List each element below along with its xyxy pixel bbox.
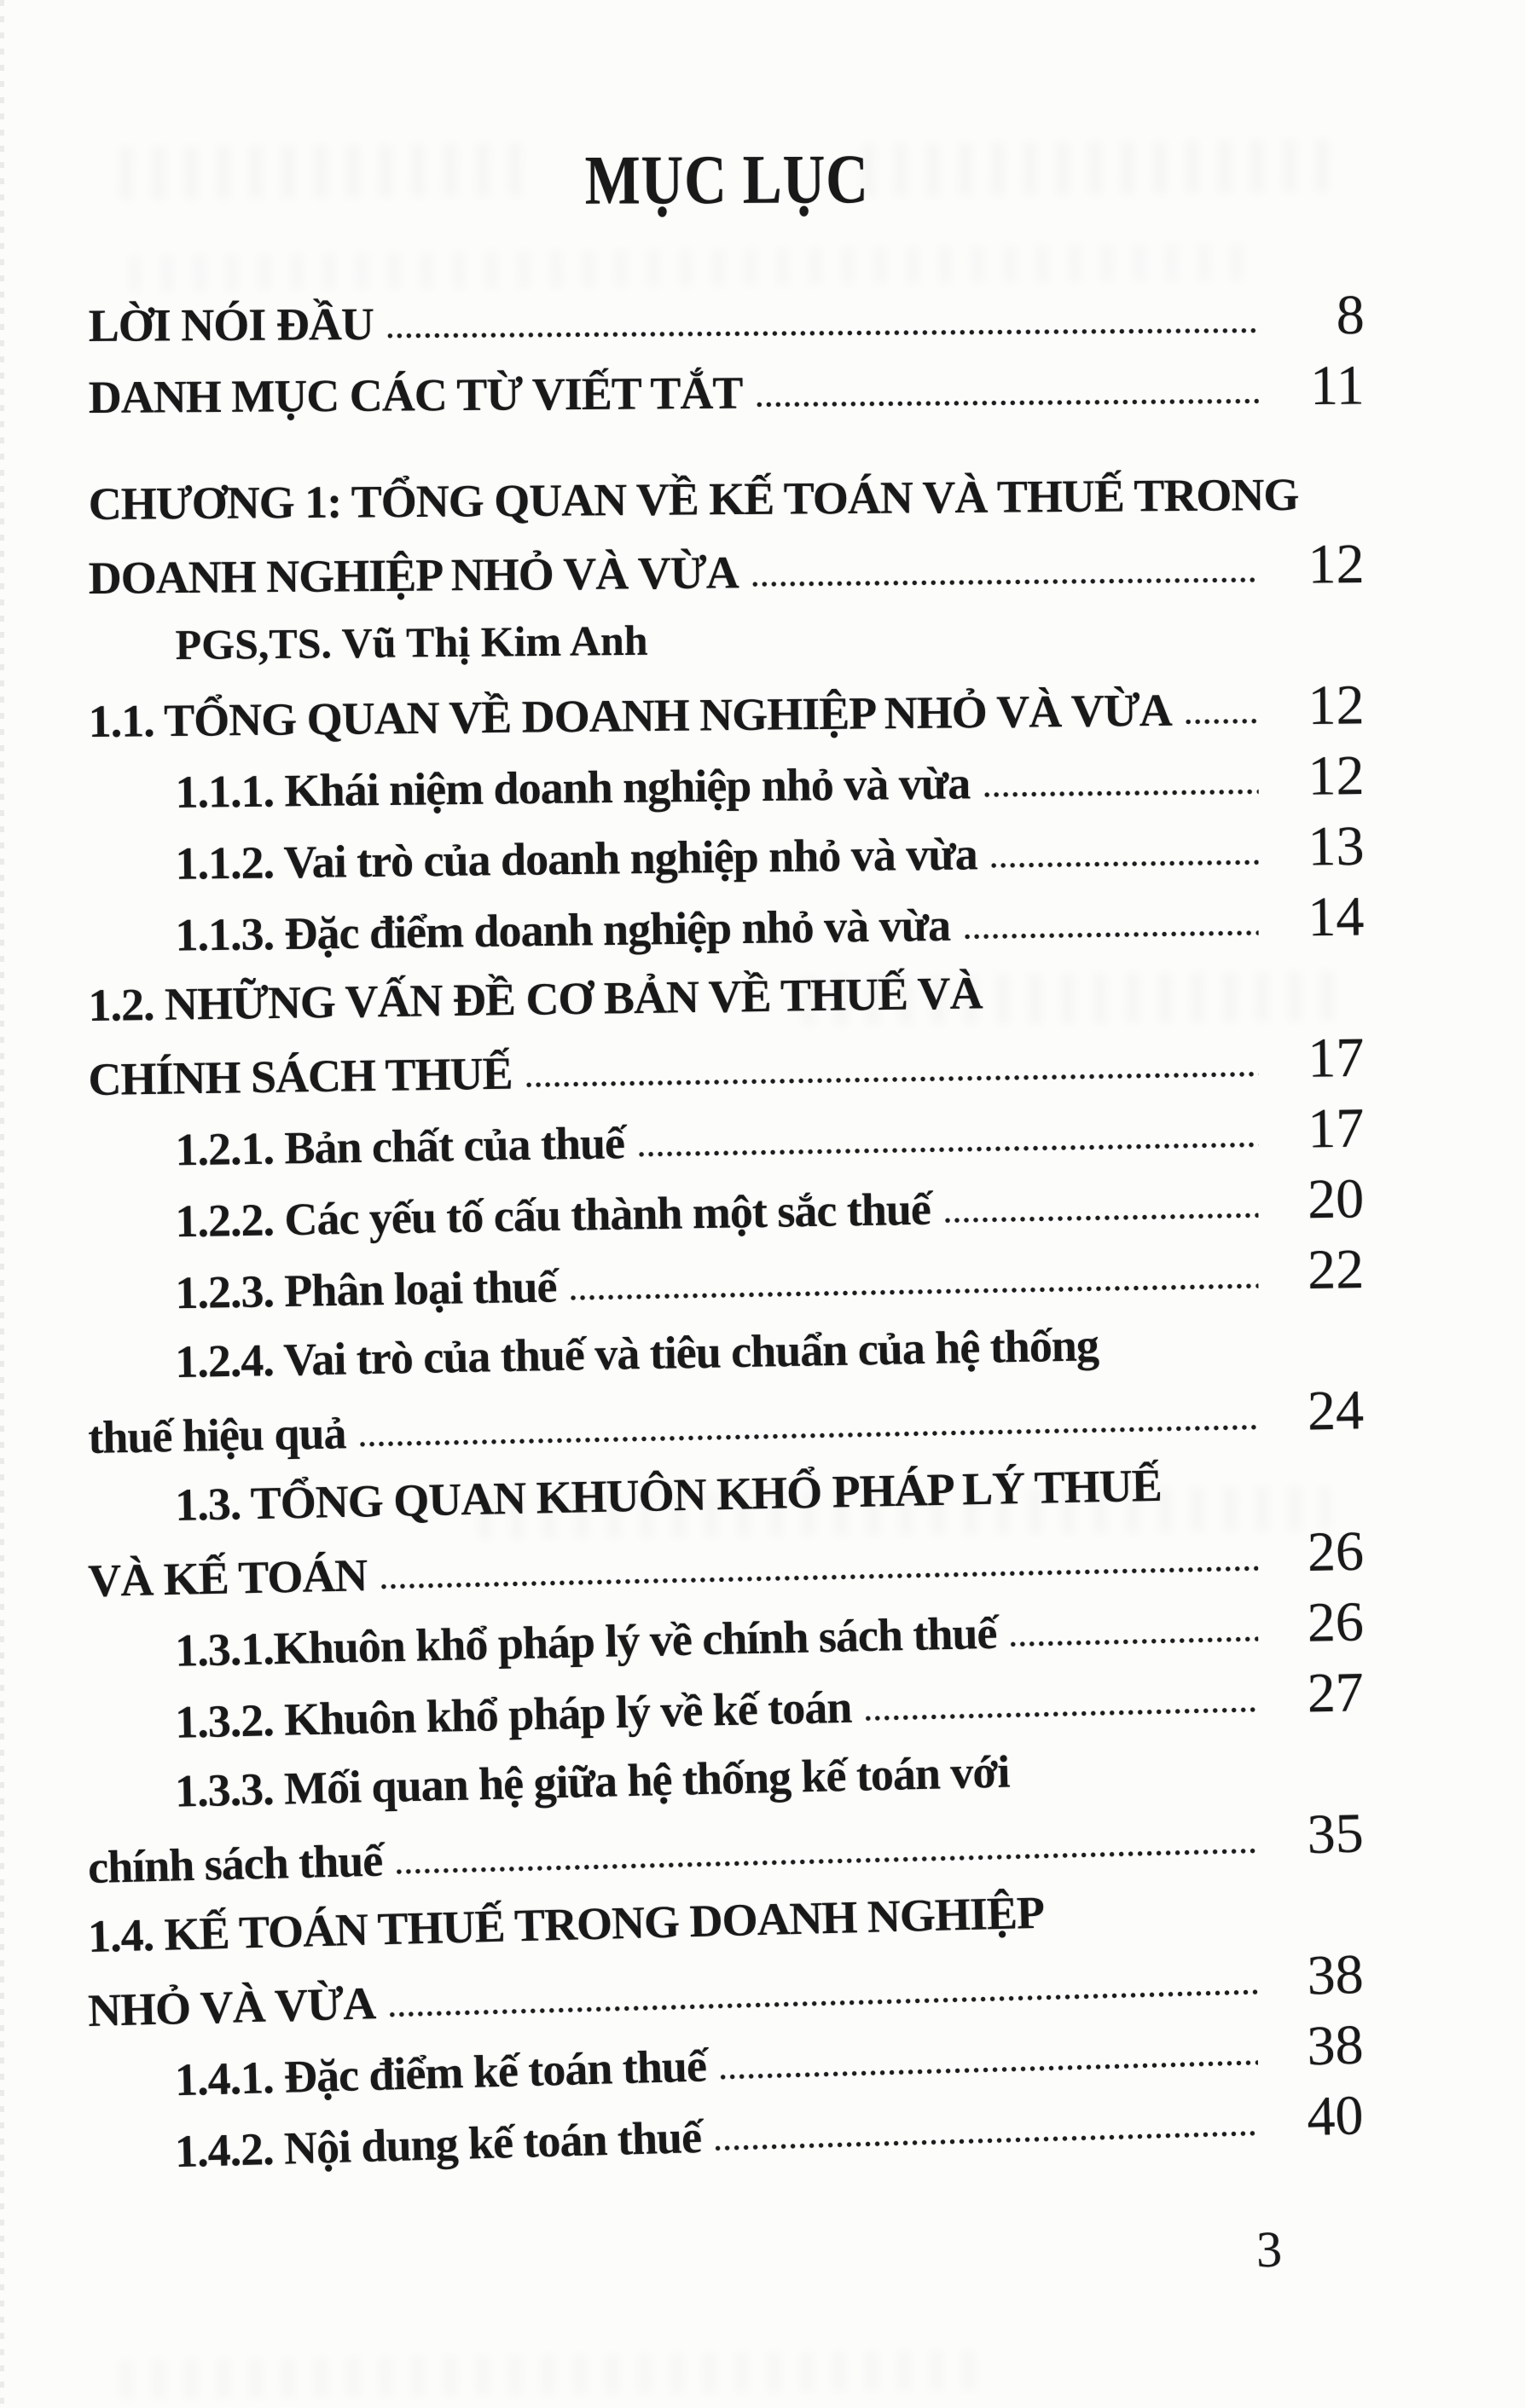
toc-entry-label: 1.1.2. Vai trò của doanh nghiệp nhỏ và vừa: [175, 827, 978, 889]
toc-entry: [88, 524, 1365, 606]
toc-entry-page: 35: [1306, 1801, 1365, 1866]
toc-entry-label: 1.3.1.Khuôn khổ pháp lý về chính sách thuế: [174, 1606, 997, 1676]
toc-entry-page: 11: [1309, 354, 1365, 417]
toc-entry: [88, 594, 1365, 678]
toc-entry-label: NHỎ VÀ VỪA: [87, 1977, 376, 2036]
toc-entry-label: CHÍNH SÁCH THUẾ: [88, 1047, 513, 1105]
toc-entry-label: VÀ KẾ TOÁN: [87, 1548, 368, 1606]
toc-entry-label: 1.1.1. Khái niệm doanh nghiệp nhỏ và vừa: [175, 756, 971, 818]
toc-entry-label: thuế hiệu quả: [87, 1406, 346, 1463]
page-title: [89, 134, 1365, 227]
dotted-leader: [863, 1705, 1258, 1721]
toc-entry-label: 1.3. TỔNG QUAN KHUÔN KHỔ PHÁP LÝ THUẾ: [174, 1459, 1163, 1531]
toc-entry-page: 24: [1307, 1378, 1365, 1443]
toc-entry-page: 12: [1308, 532, 1365, 596]
toc-entry-label: 1.2.2. Các yếu tố cấu thành một sắc thuế: [174, 1183, 931, 1247]
toc-entry-label: 1.2. NHỮNG VẤN ĐỀ CƠ BẢN VỀ THUẾ VÀ: [88, 966, 983, 1031]
dotted-leader: [1009, 1635, 1259, 1647]
toc-entry-label: 1.1. TỔNG QUAN VỀ DOANH NGHIỆP NHỎ VÀ VỪA: [88, 684, 1173, 747]
toc-entry-label: CHƯƠNG 1: TỔNG QUAN VỀ KẾ TOÁN VÀ THUẾ TRONG: [88, 468, 1299, 530]
dotted-leader: [713, 2129, 1258, 2151]
toc-entry-page: 26: [1307, 1589, 1365, 1654]
toc-entry-label: 1.1.3. Đặc điểm doanh nghiệp nhỏ và vừa: [175, 899, 951, 961]
toc-entry-page: 12: [1308, 744, 1365, 807]
dotted-leader: [1184, 717, 1259, 725]
dotted-leader: [989, 859, 1259, 869]
dotted-leader: [569, 1282, 1259, 1301]
toc-entry: [88, 345, 1365, 425]
toc-entry-label: LỜI NÓI ĐẦU: [88, 298, 374, 351]
folio-page-number: 3: [1255, 2220, 1283, 2278]
dotted-leader: [386, 327, 1259, 339]
dotted-leader: [962, 929, 1258, 941]
dotted-leader: [636, 1141, 1258, 1157]
toc-entry-page: 12: [1308, 673, 1365, 737]
dotted-leader: [358, 1423, 1259, 1447]
toc-entry-label: 1.2.4. Vai trò của thuế và tiêu chuẩn của hệ thống: [174, 1318, 1099, 1387]
dotted-leader: [754, 397, 1258, 408]
toc-entry: [88, 665, 1365, 750]
toc-entry-label: 1.3.3. Mối quan hệ giữa hệ thống kế toán với: [174, 1745, 1010, 1817]
toc-entry-page: 17: [1307, 1097, 1365, 1161]
dotted-leader: [380, 1565, 1259, 1590]
toc-entry: [88, 454, 1365, 535]
dotted-leader: [718, 2058, 1258, 2080]
toc-entry-label: DANH MỤC CÁC TỪ VIẾT TẮT: [88, 367, 743, 423]
toc-entry-page: 27: [1306, 1660, 1365, 1725]
toc-entry-label: chính sách thuế: [87, 1834, 383, 1893]
toc-entry-page: 22: [1307, 1237, 1365, 1301]
scan-edge-noise: [0, 0, 4, 2408]
toc-entry-label: 1.4.1. Đặc điểm kế toán thuế: [174, 2039, 707, 2105]
toc-entry-page: 20: [1307, 1166, 1365, 1230]
toc-entry-label: 1.4.2. Nội dung kế toán thuế: [174, 2110, 702, 2177]
toc-entry-page: 26: [1307, 1519, 1365, 1583]
toc-list: [89, 283, 1365, 2183]
toc-entry-label: PGS,TS. Vũ Thị Kim Anh: [175, 616, 648, 669]
toc-entry-page: 14: [1307, 884, 1365, 948]
dotted-leader: [751, 576, 1259, 588]
bleed-through-artifact: [119, 2351, 981, 2399]
toc-entry: [88, 275, 1364, 354]
toc-entry-label: DOANH NGHIỆP NHỎ VÀ VỪA: [88, 546, 739, 604]
toc-entry-page: 38: [1306, 1942, 1365, 2007]
dotted-leader: [525, 1070, 1259, 1088]
toc-entry-page: 8: [1336, 283, 1365, 346]
toc-entry-page: 13: [1307, 814, 1365, 878]
page-content: [89, 136, 1365, 2183]
toc-entry-page: 38: [1306, 2013, 1365, 2077]
dotted-leader: [942, 1212, 1259, 1224]
toc-entry-page: 40: [1306, 2083, 1365, 2148]
toc-entry-label: 1.2.3. Phân loại thuế: [174, 1259, 557, 1318]
toc-entry-label: 1.4. KẾ TOÁN THUẾ TRONG DOANH NGHIỆP: [87, 1886, 1045, 1962]
toc-entry-label: 1.2.1. Bản chất của thuế: [174, 1116, 625, 1175]
toc-entry-label: 1.3.2. Khuôn khổ pháp lý về kế toán: [174, 1681, 852, 1748]
toc-entry-page: 17: [1307, 1026, 1365, 1090]
dotted-leader: [982, 788, 1258, 798]
page-title-text: MỤC LỤC: [584, 140, 869, 219]
